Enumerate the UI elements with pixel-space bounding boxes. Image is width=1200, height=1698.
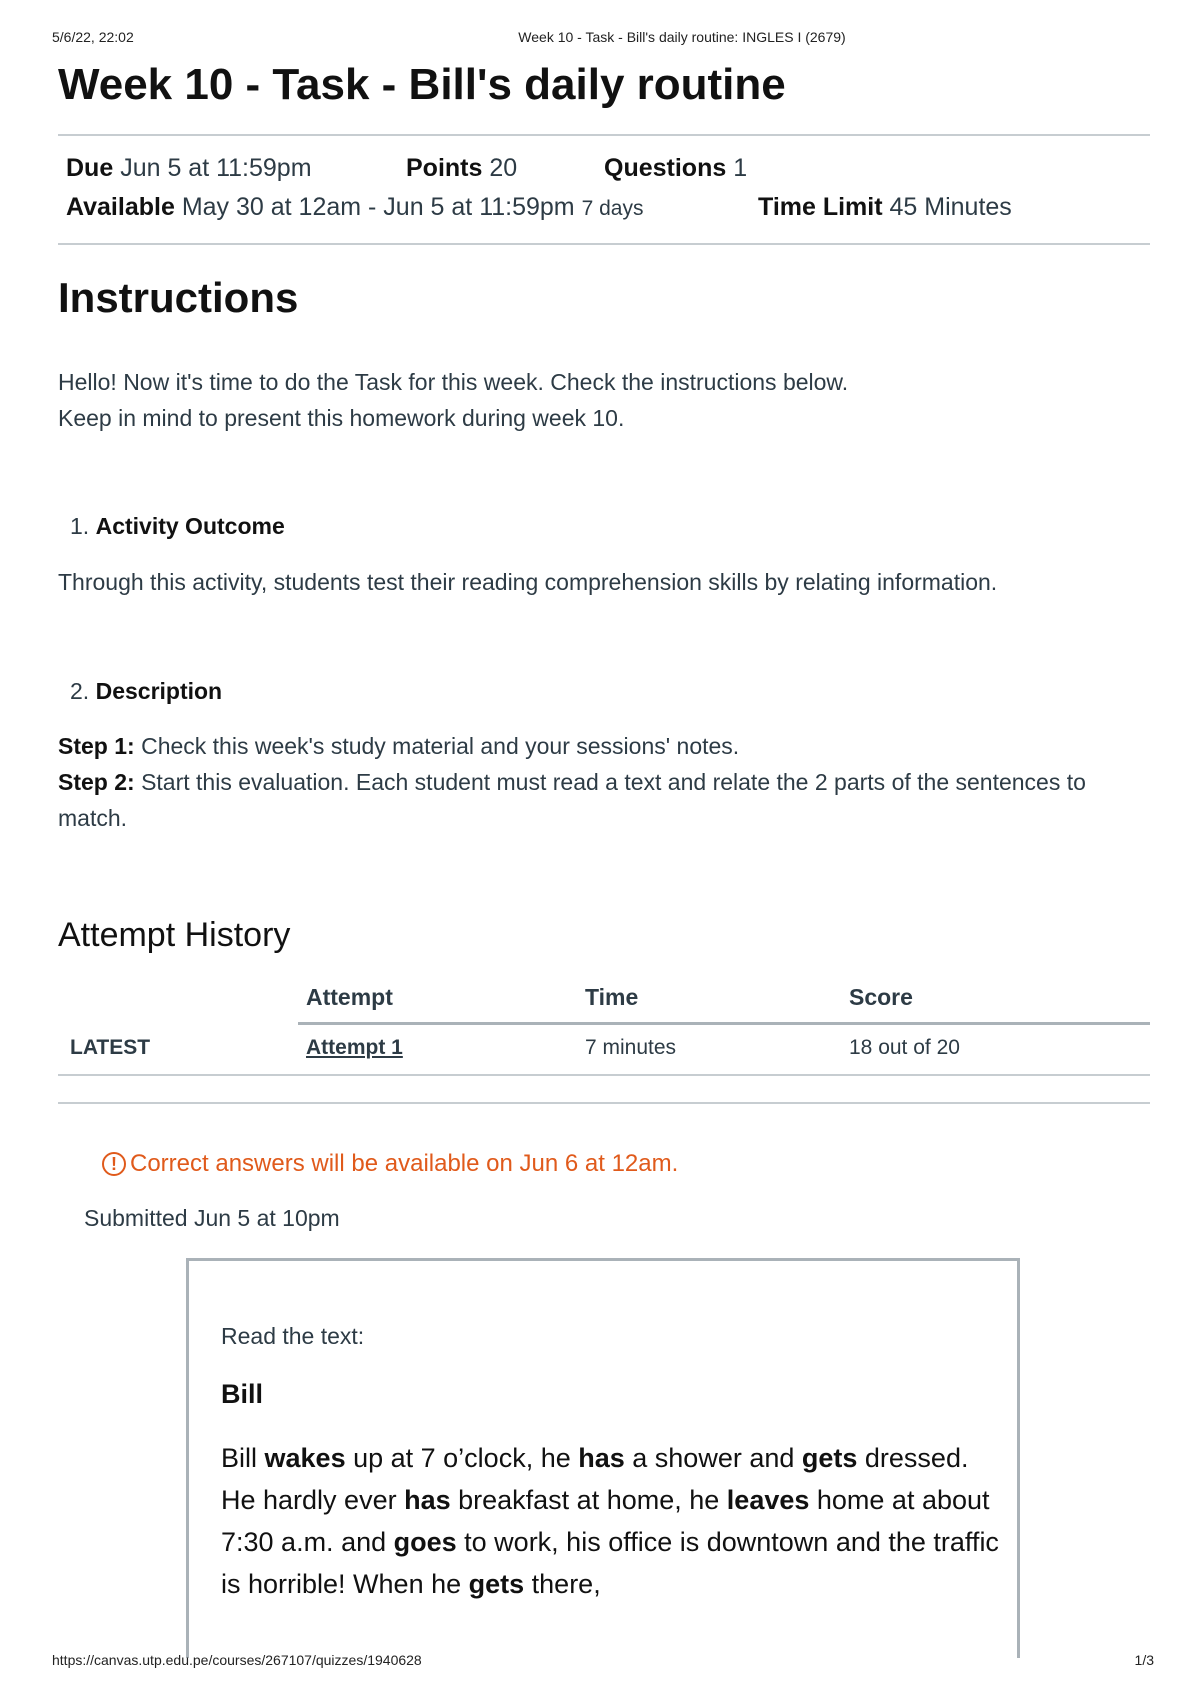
- story-verb: gets: [801, 1443, 858, 1473]
- story-text: [221, 1437, 1001, 1605]
- story-verb: goes: [393, 1527, 457, 1557]
- story-verb: gets: [468, 1569, 525, 1599]
- attempt-status: LATEST: [70, 1036, 151, 1059]
- intro-line-2: Keep in mind to present this homework during week 10.: [58, 405, 625, 431]
- step-2-text: Start this evaluation. Each student must read a text and relate the 2 parts of the sentences to match.: [58, 769, 1086, 831]
- due-value: Jun 5 at 11:59pm: [120, 154, 312, 182]
- available-label: Available: [66, 193, 175, 221]
- print-page-title: Week 10 - Task - Bill's daily routine: INGLES I (2679): [518, 29, 846, 45]
- item1-number: 1.: [70, 513, 90, 539]
- story-fragment: to work, his office is downtown and the traffic is horrible! When he: [221, 1527, 999, 1599]
- correct-answers-notice: [102, 1150, 678, 1178]
- story-verb: wakes: [264, 1443, 346, 1473]
- column-header-attempt: Attempt: [306, 984, 393, 1010]
- questions-info: [604, 154, 747, 183]
- read-the-text-label: Read the text:: [221, 1323, 365, 1349]
- instructions-title: Instructions: [58, 274, 299, 321]
- story-fragment: a shower and: [624, 1443, 802, 1473]
- story-verb: leaves: [726, 1485, 810, 1515]
- step-2-label: Step 2:: [58, 769, 135, 795]
- step-1: [58, 728, 1154, 764]
- item2-label: Description: [95, 678, 223, 704]
- activity-outcome-text: Through this activity, students test their reading comprehension skills by relating information.: [58, 569, 998, 595]
- points-info: [406, 154, 517, 183]
- notice-text: Correct answers will be available on Jun 6 at 12am.: [130, 1150, 679, 1177]
- story-fragment: home at about 7:30 a.m. and: [221, 1485, 990, 1557]
- description-steps: [58, 728, 1154, 836]
- activity-outcome-heading: [70, 508, 1170, 544]
- item1-label: Activity Outcome: [95, 513, 285, 539]
- attempt-score: 18 out of 20: [849, 1036, 960, 1059]
- divider: [58, 243, 1150, 245]
- available-value: May 30 at 12am - Jun 5 at 11:59pm: [181, 193, 575, 221]
- column-header-score: Score: [849, 984, 913, 1010]
- submitted-info: Submitted Jun 5 at 10pm: [84, 1205, 340, 1231]
- page-title: Week 10 - Task - Bill's daily routine: [58, 60, 786, 109]
- divider: [58, 134, 1150, 136]
- step-1-label: Step 1:: [58, 733, 135, 759]
- attempt-1-link[interactable]: Attempt 1: [306, 1036, 403, 1059]
- table-row: [58, 1026, 1150, 1076]
- available-days: 7 days: [581, 197, 644, 220]
- story-verb: has: [578, 1443, 625, 1473]
- intro-line-1: Hello! Now it's time to do the Task for this week. Check the instructions below.: [58, 369, 849, 395]
- step-1-text: Check this week's study material and your sessions' notes.: [134, 733, 740, 759]
- header-divider: [298, 1022, 1150, 1025]
- story-fragment: breakfast at home, he: [450, 1485, 727, 1515]
- question-box: [186, 1258, 1020, 1658]
- print-url: https://canvas.utp.edu.pe/courses/267107/quizzes/1940628: [52, 1652, 422, 1668]
- step-2: [58, 764, 1154, 836]
- attempt-history-title: Attempt History: [58, 916, 291, 954]
- table-header: [58, 980, 1150, 1020]
- points-label: Points: [406, 154, 483, 182]
- story-fragment: up at 7 o’clock, he: [345, 1443, 579, 1473]
- questions-value: 1: [733, 154, 748, 182]
- story-fragment: there,: [524, 1569, 601, 1599]
- column-header-time: Time: [585, 984, 639, 1010]
- print-page-number: 1/3: [1134, 1652, 1154, 1668]
- story-fragment: dressed. He hardly ever: [221, 1443, 969, 1515]
- questions-label: Questions: [604, 154, 727, 182]
- divider: [58, 1102, 1150, 1104]
- description-heading: [70, 673, 1170, 709]
- print-datetime: 5/6/22, 22:02: [52, 29, 134, 45]
- exclamation-circle-icon: !: [102, 1152, 126, 1176]
- instructions-intro: [58, 364, 1158, 436]
- item2-number: 2.: [70, 678, 90, 704]
- availability-info: [66, 193, 643, 222]
- story-title: Bill: [221, 1379, 264, 1409]
- time-limit-label: Time Limit: [758, 193, 883, 221]
- points-value: 20: [489, 154, 518, 182]
- story-verb: has: [404, 1485, 451, 1515]
- time-limit-info: [758, 193, 1012, 222]
- story-fragment: Bill: [221, 1443, 265, 1473]
- due-label: Due: [66, 154, 114, 182]
- quiz-details-row-1: [66, 154, 312, 183]
- attempt-time: 7 minutes: [585, 1036, 677, 1059]
- time-limit-value: 45 Minutes: [889, 193, 1012, 221]
